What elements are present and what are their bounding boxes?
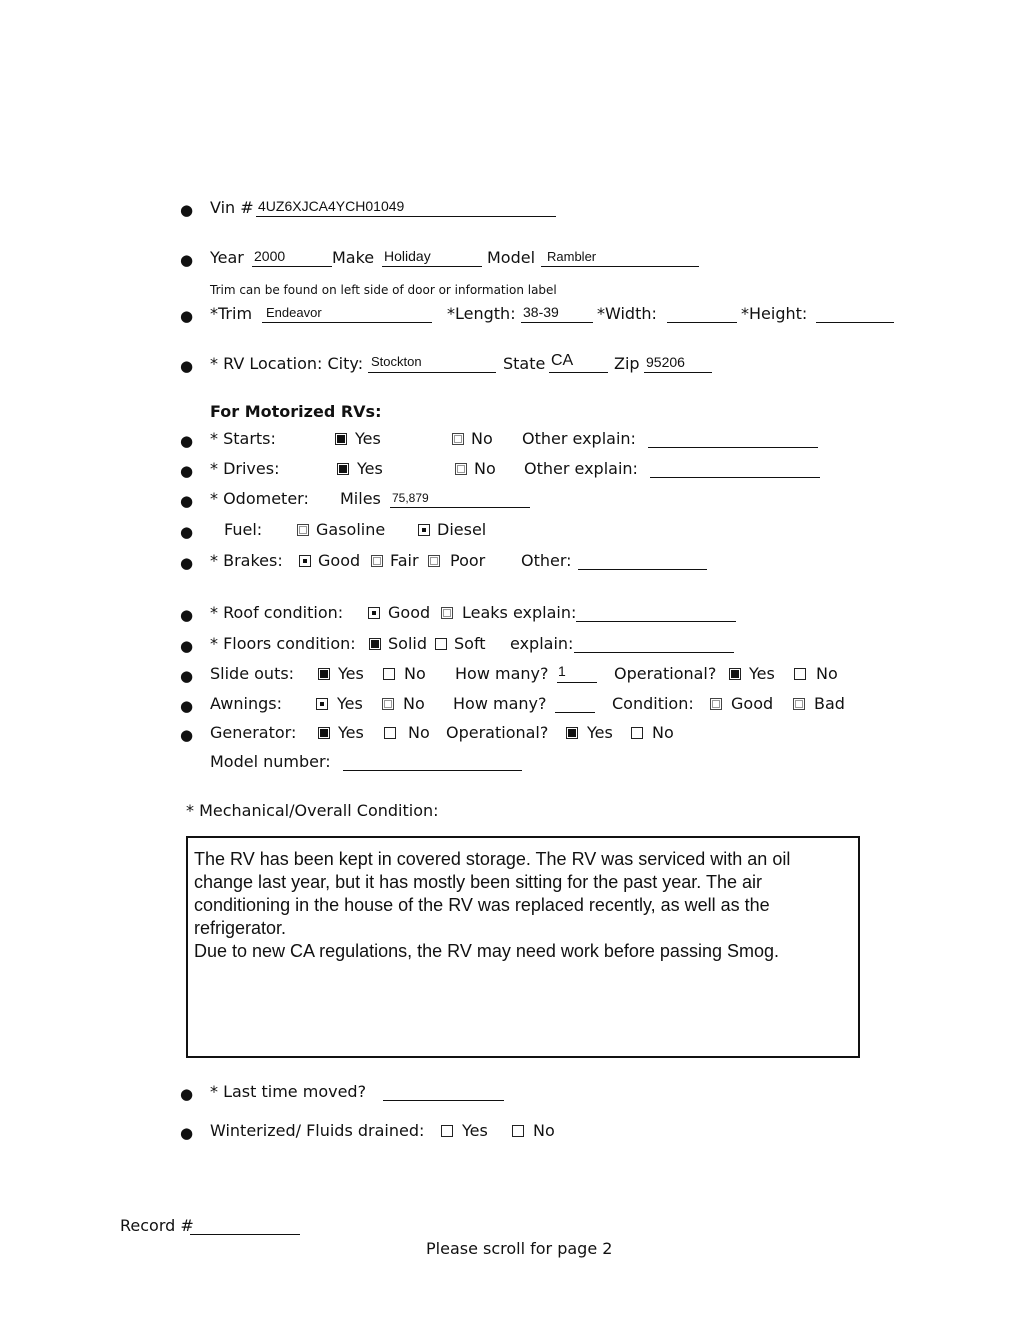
zip-field[interactable] bbox=[644, 372, 712, 373]
roof-label: * Roof condition: bbox=[210, 603, 344, 622]
awnings-count-field[interactable] bbox=[555, 712, 595, 713]
drives-no-label: No bbox=[474, 459, 496, 478]
bullet: ● bbox=[180, 201, 194, 219]
make-value: Holiday bbox=[384, 248, 431, 264]
starts-row bbox=[0, 429, 1024, 453]
brakes-fair-checkbox[interactable] bbox=[371, 555, 383, 567]
bullet: ● bbox=[180, 667, 194, 685]
winterized-yes-label: Yes bbox=[462, 1121, 488, 1140]
winterized-yes-checkbox[interactable] bbox=[441, 1125, 453, 1137]
last-moved-field[interactable] bbox=[383, 1100, 504, 1101]
mechanical-condition-text bbox=[194, 848, 850, 963]
awnings-label: Awnings: bbox=[210, 694, 282, 713]
awnings-no-label: No bbox=[403, 694, 425, 713]
starts-yes-label: Yes bbox=[355, 429, 381, 448]
drives-no-checkbox[interactable] bbox=[455, 463, 467, 475]
roof-leaks-label: Leaks explain: bbox=[462, 603, 577, 622]
awnings-bad-checkbox[interactable] bbox=[793, 698, 805, 710]
floors-solid-label: Solid bbox=[388, 634, 427, 653]
drives-yes-checkbox[interactable] bbox=[337, 463, 349, 475]
winterized-no-label: No bbox=[533, 1121, 555, 1140]
slideouts-op-yes-checkbox[interactable] bbox=[729, 668, 741, 680]
city-value: Stockton bbox=[371, 354, 422, 369]
length-label: *Length: bbox=[447, 304, 516, 323]
trim-note: Trim can be found on left side of door or information label bbox=[210, 283, 557, 297]
state-value: CA bbox=[551, 352, 574, 369]
drives-yes-label: Yes bbox=[357, 459, 383, 478]
brakes-poor-label: Poor bbox=[450, 551, 486, 570]
brakes-other-field[interactable] bbox=[578, 569, 707, 570]
awnings-good-checkbox[interactable] bbox=[710, 698, 722, 710]
brakes-fair-label: Fair bbox=[390, 551, 419, 570]
floors-solid-checkbox[interactable] bbox=[369, 638, 381, 650]
bullet: ● bbox=[180, 307, 194, 325]
bullet: ● bbox=[180, 492, 194, 510]
bullet: ● bbox=[180, 251, 194, 269]
bullet: ● bbox=[180, 432, 194, 450]
floors-label: * Floors condition: bbox=[210, 634, 356, 653]
miles-value: 75,879 bbox=[392, 491, 429, 505]
odometer-label: * Odometer: bbox=[210, 489, 309, 508]
vin-field[interactable] bbox=[256, 216, 556, 217]
width-label: *Width: bbox=[597, 304, 657, 323]
drives-other-label: Other explain: bbox=[524, 459, 638, 478]
bullet: ● bbox=[180, 726, 194, 744]
awnings-row bbox=[0, 694, 1024, 718]
generator-yes-checkbox[interactable] bbox=[318, 727, 330, 739]
slideouts-yes-label: Yes bbox=[338, 664, 364, 683]
starts-yes-checkbox[interactable] bbox=[335, 433, 347, 445]
starts-other-label: Other explain: bbox=[522, 429, 636, 448]
model-field[interactable] bbox=[541, 266, 699, 267]
awnings-condition-label: Condition: bbox=[612, 694, 694, 713]
year-label: Year bbox=[210, 248, 244, 267]
zip-label: Zip bbox=[614, 354, 640, 373]
vin-row bbox=[0, 198, 1024, 222]
generator-row bbox=[0, 723, 1024, 747]
brakes-row bbox=[0, 551, 1024, 575]
fuel-gasoline-checkbox[interactable] bbox=[297, 524, 309, 536]
roof-leaks-field[interactable] bbox=[576, 621, 736, 622]
slideouts-op-no-label: No bbox=[816, 664, 838, 683]
generator-no-label: No bbox=[408, 723, 430, 742]
generator-model-field[interactable] bbox=[343, 770, 522, 771]
winterized-no-checkbox[interactable] bbox=[512, 1125, 524, 1137]
drives-row bbox=[0, 459, 1024, 483]
last-moved-label: * Last time moved? bbox=[210, 1082, 367, 1101]
generator-yes-label: Yes bbox=[338, 723, 364, 742]
generator-no-checkbox[interactable] bbox=[384, 727, 396, 739]
floors-explain-label: explain: bbox=[510, 634, 574, 653]
slideouts-op-no-checkbox[interactable] bbox=[794, 668, 806, 680]
floors-soft-checkbox[interactable] bbox=[435, 638, 447, 650]
state-field[interactable] bbox=[549, 372, 608, 373]
winterized-label: Winterized/ Fluids drained: bbox=[210, 1121, 425, 1140]
starts-no-label: No bbox=[471, 429, 493, 448]
trim-value: Endeavor bbox=[266, 305, 322, 320]
bullet: ● bbox=[180, 523, 194, 541]
width-field[interactable] bbox=[667, 322, 737, 323]
city-label: * RV Location: City: bbox=[210, 354, 364, 373]
trim-field[interactable] bbox=[262, 322, 432, 323]
bullet: ● bbox=[180, 1085, 194, 1103]
year-make-model-row bbox=[0, 248, 1024, 272]
mechanical-condition-textarea[interactable] bbox=[186, 836, 860, 1058]
city-field[interactable] bbox=[368, 372, 496, 373]
starts-label: * Starts: bbox=[210, 429, 276, 448]
motorized-heading: For Motorized RVs: bbox=[210, 402, 382, 421]
footer-note: Please scroll for page 2 bbox=[426, 1239, 613, 1258]
bullet: ● bbox=[180, 554, 194, 572]
last-moved-row bbox=[0, 1082, 1024, 1106]
generator-label: Generator: bbox=[210, 723, 297, 742]
mechanical-paragraph-2: Due to new CA regulations, the RV may need work before passing Smog. bbox=[194, 941, 779, 961]
slideouts-count-field[interactable] bbox=[557, 682, 597, 683]
starts-other-field[interactable] bbox=[648, 447, 818, 448]
awnings-howmany-label: How many? bbox=[453, 694, 547, 713]
length-value: 38-39 bbox=[523, 304, 559, 320]
floors-soft-label: Soft bbox=[454, 634, 486, 653]
model-value: Rambler bbox=[547, 249, 597, 264]
brakes-good-label: Good bbox=[318, 551, 361, 570]
roof-row bbox=[0, 603, 1024, 627]
awnings-good-label: Good bbox=[731, 694, 774, 713]
record-label: Record # bbox=[120, 1216, 194, 1235]
slideouts-no-label: No bbox=[404, 664, 426, 683]
trim-label: *Trim bbox=[210, 304, 253, 323]
slideouts-op-yes-label: Yes bbox=[749, 664, 775, 683]
vin-label: Vin # bbox=[210, 198, 254, 217]
slideouts-count-value: 1 bbox=[558, 663, 566, 679]
awnings-yes-checkbox[interactable] bbox=[316, 698, 328, 710]
location-row bbox=[0, 354, 1024, 378]
bullet: ● bbox=[180, 697, 194, 715]
length-field[interactable] bbox=[521, 322, 593, 323]
record-row bbox=[0, 1216, 1024, 1240]
bullet: ● bbox=[180, 462, 194, 480]
miles-label: Miles bbox=[340, 489, 381, 508]
awnings-no-checkbox[interactable] bbox=[382, 698, 394, 710]
starts-no-checkbox[interactable] bbox=[452, 433, 464, 445]
trim-dimensions-row bbox=[0, 304, 1024, 328]
brakes-label: * Brakes: bbox=[210, 551, 283, 570]
fuel-row bbox=[0, 520, 1024, 544]
bullet: ● bbox=[180, 637, 194, 655]
year-value: 2000 bbox=[254, 248, 286, 264]
slideouts-yes-checkbox[interactable] bbox=[318, 668, 330, 680]
generator-op-no-checkbox[interactable] bbox=[631, 727, 643, 739]
mechanical-label: * Mechanical/Overall Condition: bbox=[186, 801, 439, 820]
slideouts-operational-label: Operational? bbox=[614, 664, 717, 683]
floors-row bbox=[0, 634, 1024, 658]
slideouts-label: Slide outs: bbox=[210, 664, 295, 683]
zip-value: 95206 bbox=[646, 354, 685, 370]
odometer-row bbox=[0, 489, 1024, 513]
roof-good-label: Good bbox=[388, 603, 431, 622]
record-field[interactable] bbox=[190, 1234, 300, 1235]
awnings-bad-label: Bad bbox=[814, 694, 845, 713]
fuel-diesel-label: Diesel bbox=[437, 520, 487, 539]
roof-good-checkbox[interactable] bbox=[368, 607, 380, 619]
fuel-gasoline-label: Gasoline bbox=[316, 520, 386, 539]
generator-op-yes-checkbox[interactable] bbox=[566, 727, 578, 739]
winterized-row bbox=[0, 1121, 1024, 1145]
generator-op-yes-label: Yes bbox=[587, 723, 613, 742]
slideouts-howmany-label: How many? bbox=[455, 664, 549, 683]
fuel-diesel-checkbox[interactable] bbox=[418, 524, 430, 536]
awnings-yes-label: Yes bbox=[337, 694, 363, 713]
model-label: Model bbox=[487, 248, 536, 267]
generator-model-row bbox=[0, 752, 1024, 776]
brakes-good-checkbox[interactable] bbox=[299, 555, 311, 567]
mechanical-paragraph-1: The RV has been kept in covered storage. The RV was serviced with an oil change last year, but it has mostly been sitting for the past year. The air conditioning in the house of the RV was replaced recently, as well as the refrigerator. bbox=[194, 849, 791, 938]
year-field[interactable] bbox=[252, 266, 332, 267]
bullet: ● bbox=[180, 606, 194, 624]
generator-op-no-label: No bbox=[652, 723, 674, 742]
height-field[interactable] bbox=[816, 322, 894, 323]
roof-leaks-checkbox[interactable] bbox=[441, 607, 453, 619]
generator-operational-label: Operational? bbox=[446, 723, 549, 742]
drives-other-field[interactable] bbox=[650, 477, 820, 478]
fuel-label: Fuel: bbox=[224, 520, 263, 539]
make-label: Make bbox=[332, 248, 375, 267]
miles-field[interactable] bbox=[390, 507, 530, 508]
brakes-poor-checkbox[interactable] bbox=[428, 555, 440, 567]
vin-value: 4UZ6XJCA4YCH01049 bbox=[258, 198, 405, 214]
brakes-other-label: Other: bbox=[521, 551, 572, 570]
generator-model-label: Model number: bbox=[210, 752, 331, 771]
bullet: ● bbox=[180, 357, 194, 375]
state-label: State bbox=[503, 354, 546, 373]
bullet: ● bbox=[180, 1124, 194, 1142]
floors-explain-field[interactable] bbox=[574, 652, 734, 653]
drives-label: * Drives: bbox=[210, 459, 280, 478]
slideouts-no-checkbox[interactable] bbox=[383, 668, 395, 680]
height-label: *Height: bbox=[741, 304, 808, 323]
make-field[interactable] bbox=[382, 266, 482, 267]
slideouts-row bbox=[0, 664, 1024, 688]
